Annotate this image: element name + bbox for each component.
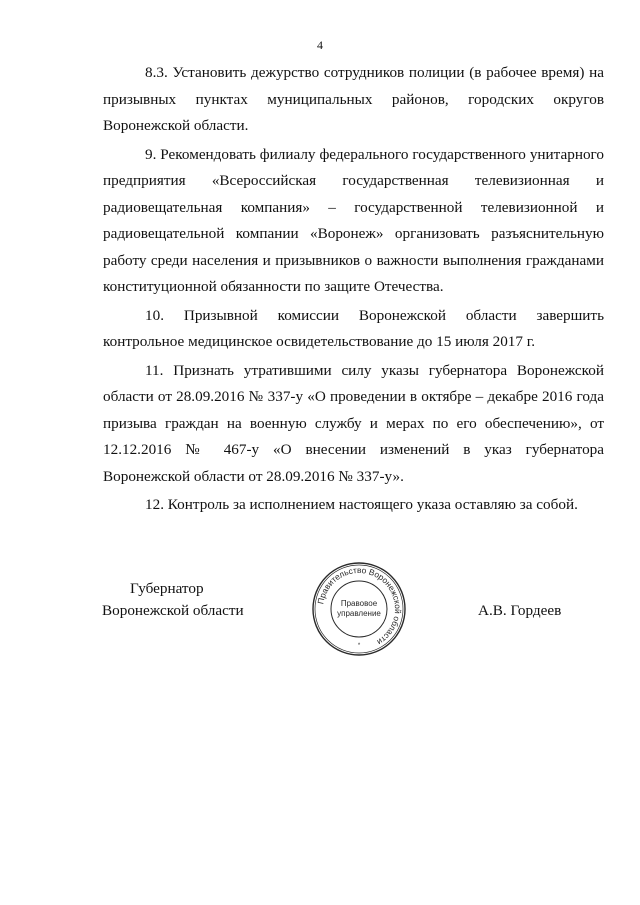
document-body (103, 60, 604, 521)
paragraph-10: 10. Призывной комиссии Воронежской области завершить контрольное медицинское освидетельствование до 15 июля 2017 г. (103, 306, 604, 350)
signatory-title: Губернатор (130, 580, 204, 597)
paragraph-9: 9. Рекомендовать филиалу федерального государственного унитарного предприятия «Всероссийская государственная телевизионная и радиовещательная компания» – государственной телевизионной и радиовещательной компании «Воронеж» организовать разъяснительную работу среди населения и призывников о важности выполнения гражданами конституционной обязанности по защите Отечества. (103, 145, 604, 295)
page-number: 4 (317, 38, 323, 52)
paragraph-12: 12. Контроль за исполнением настоящего указа оставляю за собой. (145, 496, 578, 513)
signatory-region: Воронежской области (102, 602, 244, 619)
paragraph-11: 11. Признать утратившими силу указы губернатора Воронежской области от 28.09.2016 № 337-у «О проведении в октябре – декабре 2016 года призыва граждан на военную службу и мерах по его обеспечению», от 12.12.2016 № 467-у «О внесении изменений в указ губернатора Воронежской области от 28.09.2016 № 337-у». (103, 361, 604, 485)
stamp-center-line-1: Правовое (340, 599, 378, 608)
stamp-center-line-2: управление (337, 609, 381, 618)
paragraph-8-3: 8.3. Установить дежурство сотрудников полиции (в рабочее время) на призывных пунктах муниципальных районов, городских округов Воронежской области. (103, 64, 604, 134)
stamp-ring-text: Правительство Воронежской области (315, 564, 404, 648)
signatory-name: А.В. Гордеев (478, 602, 562, 619)
official-stamp (310, 560, 408, 658)
stamp-star-icon: * (357, 643, 361, 649)
